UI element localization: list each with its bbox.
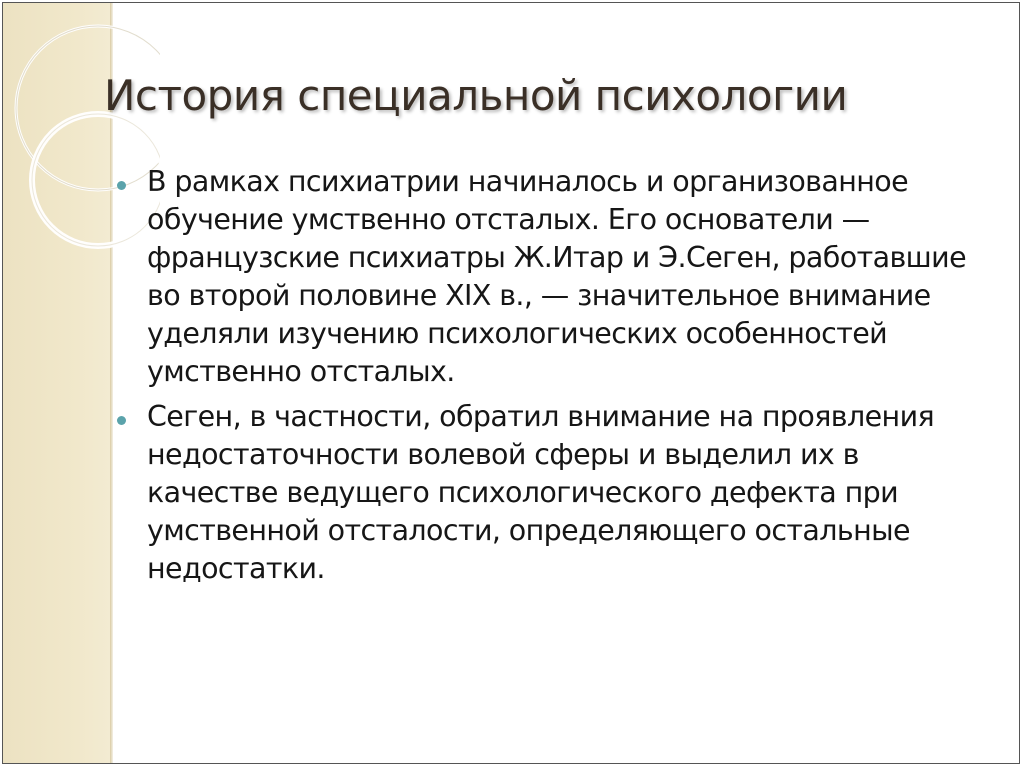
bullet-dot-icon <box>117 416 126 425</box>
bullet-item <box>117 163 987 391</box>
slide-title: История специальной психологии <box>104 71 848 120</box>
bullet-text: Сеген, в частности, обратил внимание на проявления недостаточности волевой сферы и выделил их в качестве ведущего психологического дефекта при умственной отсталости, определяющего остальные недостатки. <box>147 400 935 585</box>
bullet-dot-icon <box>117 181 126 190</box>
bullet-text: В рамках психиатрии начиналось и организованное обучение умственно отсталых. Его основатели — французские психиатры Ж.Итар и Э.Сеген, работавшие во второй половине XIX в., — значительное внимание уделяли изучению психологических особенностей умственно отсталых. <box>147 165 967 388</box>
bullet-item <box>117 398 987 588</box>
bullet-list <box>117 163 987 595</box>
